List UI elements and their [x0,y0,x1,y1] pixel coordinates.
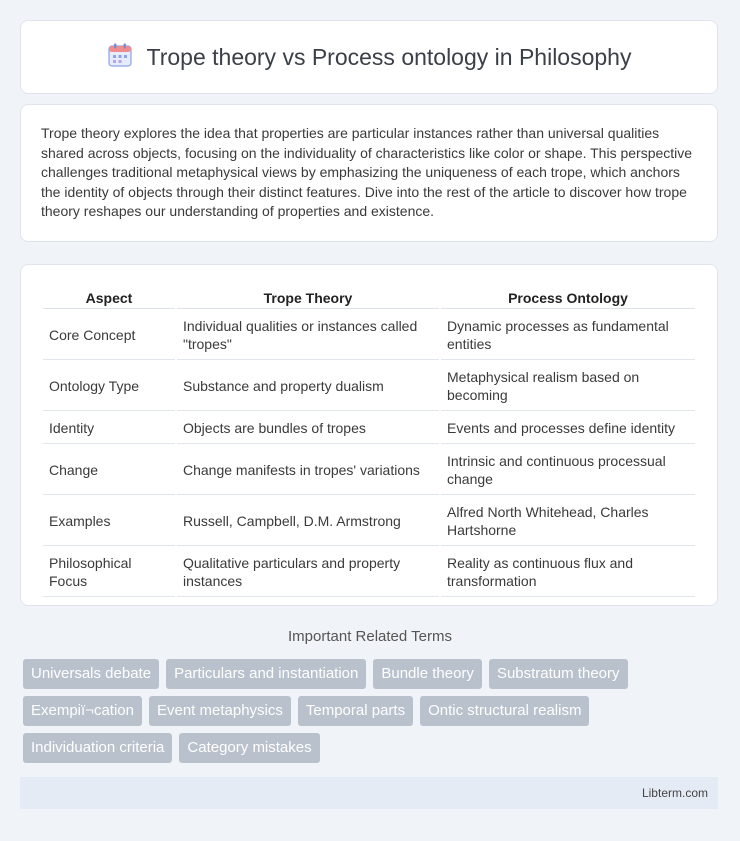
related-terms-heading: Important Related Terms [288,628,452,645]
table-cell: Events and processes define identity [441,413,695,444]
related-term-tag[interactable]: Universals debate [23,659,159,689]
comparison-table-card [20,264,718,606]
comparison-table [41,284,697,599]
table-cell: Metaphysical realism based on becoming [441,362,695,411]
related-term-tag[interactable]: Category mistakes [179,733,319,763]
table-cell: Core Concept [43,311,175,360]
table-cell: Intrinsic and continuous processual change [441,446,695,495]
table-cell: Change [43,446,175,495]
table-cell: Philosophical Focus [43,548,175,597]
table-cell: Ontology Type [43,362,175,411]
table-cell: Reality as continuous flux and transformation [441,548,695,597]
table-row [43,413,695,444]
related-term-tag[interactable]: Bundle theory [373,659,482,689]
table-row [43,311,695,360]
table-header-row [43,286,695,309]
footer-site-link[interactable]: Libterm.com [641,786,708,800]
table-cell: Dynamic processes as fundamental entities [441,311,695,360]
table-cell: Individual qualities or instances called "tropes" [177,311,439,360]
header-trope-theory: Trope Theory [177,286,439,309]
title-card [20,20,718,94]
related-term-tag[interactable]: Exempiï¬cation [23,696,142,726]
intro-text: Trope theory explores the idea that properties are particular instances rather than universal qualities shared across objects, focusing on the individuality of characteristics like color or shape. This perspective challenges traditional metaphysical views by emphasizing the uniqueness of each trope, which anchors the identity of objects through their distinct features. Dive into the rest of the article to discover how trope theory reshapes our understanding of properties and existence. [41,125,693,220]
table-cell: Russell, Campbell, D.M. Armstrong [177,497,439,546]
table-row [43,362,695,411]
related-term-tag[interactable]: Individuation criteria [23,733,172,763]
related-term-tag[interactable]: Substratum theory [489,659,628,689]
table-cell: Examples [43,497,175,546]
related-term-tag[interactable]: Ontic structural realism [420,696,589,726]
table-cell: Change manifests in tropes' variations [177,446,439,495]
footer [20,777,718,809]
intro-card [20,104,718,242]
table-cell: Alfred North Whitehead, Charles Hartshorne [441,497,695,546]
calendar-icon [107,42,133,73]
table-row [43,548,695,597]
table-row [43,497,695,546]
page-title: Trope theory vs Process ontology in Philosophy [146,43,632,70]
table-row [43,446,695,495]
header-process-ontology: Process Ontology [441,286,695,309]
related-term-tag[interactable]: Temporal parts [298,696,413,726]
table-cell: Qualitative particulars and property instances [177,548,439,597]
table-cell: Identity [43,413,175,444]
related-terms-list [23,659,723,763]
related-term-tag[interactable]: Particulars and instantiation [166,659,366,689]
related-term-tag[interactable]: Event metaphysics [149,696,291,726]
table-cell: Objects are bundles of tropes [177,413,439,444]
table-cell: Substance and property dualism [177,362,439,411]
header-aspect: Aspect [43,286,175,309]
